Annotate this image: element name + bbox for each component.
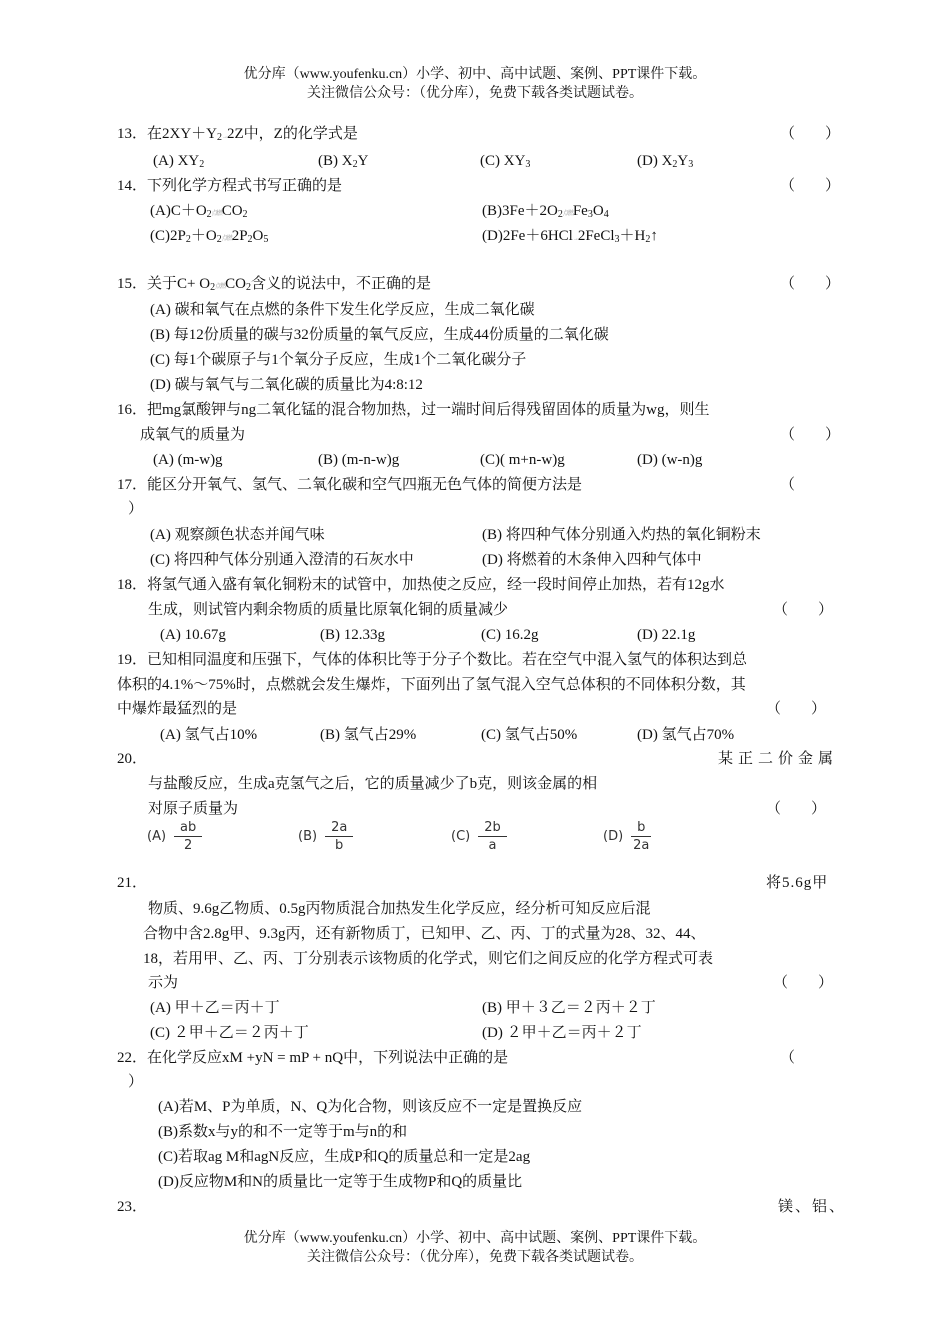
q23-number: 23．: [117, 1199, 148, 1215]
q20-option-a-denominator: 2: [184, 838, 193, 853]
q13-option-a: (A) $XY_2$: [153, 153, 205, 170]
q15-option-c: (C) 每1个碳原子与1个氧分子反应，生成1个二氧化碳分子: [150, 352, 527, 368]
q16-option-b: (B) (m-n-w)g: [318, 452, 400, 468]
q18-option-c: (C) 16.2g: [481, 627, 539, 643]
q13-answer-paren: （ ）: [780, 126, 841, 142]
q20-option-b-label: (B): [298, 829, 318, 844]
q20-option-d-numerator: b: [631, 820, 651, 837]
q20-option-c-denominator: a: [488, 838, 497, 853]
q20-answer-paren: （ ）: [766, 801, 827, 817]
q14-option-c: $(C)2P_2+O_2$点燃$2P_2O_5$: [150, 228, 269, 245]
q17-option-b: (B) 将四种气体分别通入灼热的氧化铜粉末: [482, 527, 761, 543]
q21-stem-line-4: 18，若用甲、乙、丙、丁分别表示该物质的化学式，则它们之间反应的化学方程式可表: [143, 951, 714, 967]
q22-paren-open: （: [780, 1050, 796, 1066]
q16-option-c: (C)( m+n-w)g: [480, 452, 565, 468]
q20-option-c: [451, 820, 507, 853]
q15-option-a: (A) 碳和氧气在点燃的条件下发生化学反应，生成二氧化碳: [150, 302, 535, 318]
q16-option-d: (D) (w-n)g: [637, 452, 703, 468]
q15-option-b: (B) 每12份质量的碳与32份质量的氧气反应，生成44份质量的二氧化碳: [150, 327, 609, 343]
q20-number: 20．: [117, 751, 148, 767]
q18-stem-line-1: 18．将氢气通入盛有氧化铜粉末的试管中，加热使之反应，经一段时间停止加热，若有12g水: [117, 577, 725, 593]
q18-option-d: (D) 22.1g: [637, 627, 696, 643]
header-line-1: 优分库（www.youfenku.cn）小学、初中、高中试题、案例、PPT课件下载。: [243, 67, 707, 82]
q13-option-b: (B) $X_2Y$: [318, 153, 369, 170]
q14-stem: 14．下列化学方程式书写正确的是: [117, 178, 343, 194]
q18-option-a: (A) 10.67g: [160, 627, 226, 643]
reaction-condition-mark: →: [222, 134, 228, 140]
q16-stem-line-2: 成氧气的质量为: [140, 427, 246, 443]
q19-stem-line-3: 中爆炸最猛烈的是: [117, 701, 238, 717]
q19-stem-line-2: 体积的4.1%～75%时，点燃就会发生爆炸，下面列出了氢气混入空气总体积的不同体积分数，其: [117, 677, 746, 693]
q13-stem: 13．在$2XY+Y_2\to 2Z$中，Z的化学式是: [117, 126, 358, 143]
q15-stem: 15．关于$C+ O_2$点燃$CO_2$含义的说法中，不正确的是: [117, 276, 431, 293]
q18-stem-line-2: 生成，则试管内剩余物质的质量比原氧化铜的质量减少: [148, 602, 509, 618]
q20-option-c-numerator: 2b: [478, 820, 507, 837]
q20-option-b-denominator: b: [335, 838, 344, 853]
q17-option-c: (C) 将四种气体分别通入澄清的石灰水中: [150, 552, 414, 568]
q14-option-d: $(D)2Fe+6HCl\to 2FeCl_3+H_2↑$: [482, 228, 658, 245]
q20-option-d-denominator: 2a: [633, 838, 650, 853]
footer-line-1: 优分库（www.youfenku.cn）小学、初中、高中试题、案例、PPT课件下载。: [243, 1231, 707, 1246]
q21-option-a: (A) 甲＋乙＝丙＋丁: [150, 1000, 280, 1016]
q19-option-a: (A) 氢气占10%: [160, 727, 258, 743]
q18-option-b: (B) 12.33g: [320, 627, 385, 643]
q17-option-d: (D) 将燃着的木条伸入四种气体中: [482, 552, 702, 568]
q20-stem-line-2: 与盐酸反应，生成a克氢气之后，它的质量减少了b克，则该金属的相: [148, 776, 598, 792]
q16-option-a: (A) (m-w)g: [153, 452, 223, 468]
q16-stem-line-1: 16．把mg氯酸钾与ng二氧化锰的混合物加热，过一端时间后得残留固体的质量为wg，则生: [117, 402, 710, 418]
q21-answer-paren: （ ）: [773, 975, 834, 991]
q20-option-a: [147, 820, 202, 853]
q22-option-b: (B)系数x与y的和不一定等于m与n的和: [158, 1124, 408, 1140]
q20-option-d: [603, 820, 651, 853]
q22-paren-close: ）: [128, 1074, 144, 1090]
q20-option-a-numerator: ab: [174, 820, 202, 837]
q21-option-c: (C) ２甲＋乙＝２丙＋丁: [150, 1025, 309, 1041]
q21-stem-line-2: 物质、9.6g乙物质、0.5g丙物质混合加热发生化学反应，经分析可知反应后混: [148, 901, 651, 917]
header-line-2: 关注微信公众号：（优分库），免费下载各类试题试卷。: [307, 86, 643, 101]
q22-stem: 22．在化学反应xM +yN = mP + nQ中，下列说法中正确的是: [117, 1050, 509, 1066]
q14-answer-paren: （ ）: [780, 178, 841, 194]
q14-option-a: $(A)C+O_2$点燃$CO_2$: [150, 203, 248, 220]
q21-stem-line-3: 合物中含2.8g甲、9.3g丙，还有新物质丁，已知甲、乙、丙、丁的式量为28、32、44、: [143, 926, 706, 942]
q21-stem-line-5: 示为: [148, 975, 179, 991]
q17-paren-open: （: [780, 477, 796, 493]
q19-option-b: (B) 氢气占29%: [320, 727, 417, 743]
q20-option-d-label: (D): [603, 829, 624, 844]
q15-option-d: (D) 碳与氧气与二氧化碳的质量比为4:8:12: [150, 377, 423, 393]
q21-option-b: (B) 甲＋３乙＝２丙＋２丁: [482, 1000, 656, 1016]
q22-option-a: (A)若M、P为单质，N、Q为化合物，则该反应不一定是置换反应: [158, 1099, 583, 1115]
q13-option-c: (C) $XY_3$: [480, 153, 531, 170]
q21-stem-tail: 将5.6g甲: [766, 875, 829, 891]
q19-stem-line-1: 19．已知相同温度和压强下，气体的体积比等于分子个数比。若在空气中混入氢气的体积达到总: [117, 652, 748, 668]
q18-answer-paren: （ ）: [773, 602, 834, 618]
q21-number: 21．: [117, 875, 148, 891]
q20-option-c-label: (C): [451, 829, 471, 844]
footer-line-2: 关注微信公众号：（优分库），免费下载各类试题试卷。: [307, 1250, 643, 1265]
q22-option-d: (D)反应物M和N的质量比一定等于生成物P和Q的质量比: [158, 1174, 523, 1190]
q22-option-c: (C)若取ag M和agN反应，生成P和Q的质量总和一定是2ag: [158, 1149, 531, 1165]
q21-option-d: (D) ２甲＋乙＝丙＋２丁: [482, 1025, 642, 1041]
q20-stem-line-3: 对原子质量为: [148, 801, 239, 817]
q14-option-b: $(B)3Fe+2O_2$点燃$Fe_3O_4$: [482, 203, 609, 220]
q19-answer-paren: （ ）: [766, 701, 827, 717]
q20-stem-tail: 某正二价金属: [718, 751, 839, 767]
q17-stem: 17．能区分开氧气、氢气、二氧化碳和空气四瓶无色气体的简便方法是: [117, 477, 583, 493]
q15-answer-paren: （ ）: [780, 276, 841, 292]
q17-paren-close: ）: [128, 501, 144, 517]
q20-option-b-numerator: 2a: [325, 820, 353, 837]
q20-option-a-label: (A): [147, 829, 167, 844]
q16-answer-paren: （ ）: [780, 427, 841, 443]
q20-option-b: [298, 820, 353, 853]
q19-option-d: (D) 氢气占70%: [637, 727, 735, 743]
q19-option-c: (C) 氢气占50%: [481, 727, 578, 743]
q13-option-d: (D) $X_2Y_3$: [637, 153, 694, 170]
q17-option-a: (A) 观察颜色状态并闻气味: [150, 527, 325, 543]
q23-stem-tail: 镁、铝、: [778, 1199, 847, 1215]
